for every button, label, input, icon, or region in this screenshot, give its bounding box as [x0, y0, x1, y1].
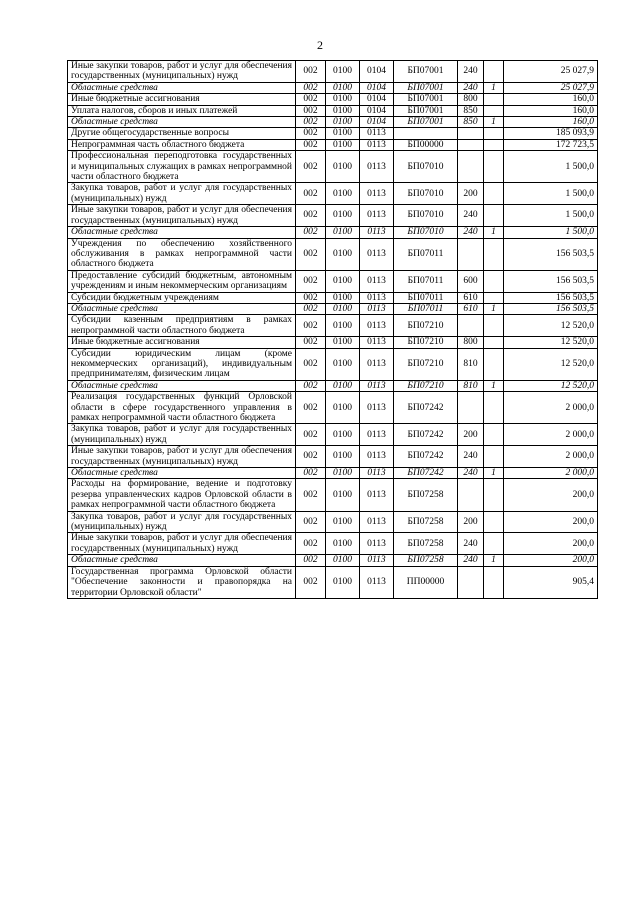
row-source: 1: [484, 468, 504, 479]
row-subsection: 0113: [360, 566, 394, 598]
row-grbs: 002: [296, 61, 326, 83]
row-subsection: 0104: [360, 94, 394, 105]
row-sum: 12 520,0: [504, 380, 598, 391]
row-source: 1: [484, 380, 504, 391]
row-target-article: БП07210: [394, 380, 458, 391]
row-target-article: БП07258: [394, 479, 458, 511]
row-source: 1: [484, 82, 504, 93]
row-grbs: 002: [296, 315, 326, 337]
row-expense-type: 240: [458, 533, 484, 555]
row-target-article: БП07258: [394, 533, 458, 555]
row-grbs: 002: [296, 117, 326, 128]
row-subsection: 0113: [360, 380, 394, 391]
row-expense-type: [458, 566, 484, 598]
row-name: Субсидии казенным предприятиям в рамках непрограммной части областного бюджета: [68, 315, 296, 337]
row-grbs: 002: [296, 533, 326, 555]
row-target-article: БП07011: [394, 292, 458, 303]
table-row: [68, 227, 598, 238]
row-name: Уплата налогов, сборов и иных платежей: [68, 105, 296, 116]
row-subsection: 0113: [360, 238, 394, 270]
row-source: [484, 315, 504, 337]
row-source: [484, 566, 504, 598]
row-grbs: 002: [296, 392, 326, 424]
row-grbs: 002: [296, 183, 326, 205]
row-section: 0100: [326, 337, 360, 348]
row-subsection: 0113: [360, 533, 394, 555]
row-sum: 200,0: [504, 533, 598, 555]
table-row: [68, 566, 598, 598]
row-name: Областные средства: [68, 303, 296, 314]
row-name: Областные средства: [68, 117, 296, 128]
row-name: Иные бюджетные ассигнования: [68, 337, 296, 348]
row-subsection: 0113: [360, 511, 394, 533]
table-row: [68, 139, 598, 150]
row-expense-type: 240: [458, 61, 484, 83]
row-source: [484, 392, 504, 424]
row-sum: 160,0: [504, 94, 598, 105]
row-name: Реализация государственных функций Орловской области в сфере государственного управления в рамках непрограммной части областного бюджета: [68, 392, 296, 424]
row-expense-type: 610: [458, 303, 484, 314]
row-sum: 12 520,0: [504, 337, 598, 348]
row-section: 0100: [326, 292, 360, 303]
row-expense-type: 850: [458, 105, 484, 116]
table-row: [68, 292, 598, 303]
table-row: [68, 128, 598, 139]
row-name: Областные средства: [68, 555, 296, 566]
table-row: [68, 380, 598, 391]
row-expense-type: [458, 315, 484, 337]
row-grbs: 002: [296, 348, 326, 380]
row-target-article: ПП00000: [394, 566, 458, 598]
row-sum: 905,4: [504, 566, 598, 598]
row-source: [484, 139, 504, 150]
row-subsection: 0113: [360, 128, 394, 139]
row-sum: 12 520,0: [504, 315, 598, 337]
row-subsection: 0104: [360, 117, 394, 128]
table-row: [68, 468, 598, 479]
row-grbs: 002: [296, 292, 326, 303]
row-grbs: 002: [296, 468, 326, 479]
table-row: [68, 117, 598, 128]
row-target-article: БП07011: [394, 270, 458, 292]
row-target-article: БП07001: [394, 94, 458, 105]
row-name: Закупка товаров, работ и услуг для государственных (муниципальных) нужд: [68, 183, 296, 205]
row-subsection: 0113: [360, 479, 394, 511]
row-source: [484, 511, 504, 533]
row-sum: 160,0: [504, 117, 598, 128]
row-expense-type: [458, 392, 484, 424]
row-target-article: БП07011: [394, 238, 458, 270]
row-sum: 172 723,5: [504, 139, 598, 150]
row-subsection: 0113: [360, 183, 394, 205]
row-expense-type: 240: [458, 205, 484, 227]
row-section: 0100: [326, 94, 360, 105]
row-section: 0100: [326, 61, 360, 83]
row-name: Областные средства: [68, 468, 296, 479]
row-grbs: 002: [296, 555, 326, 566]
row-sum: 2 000,0: [504, 424, 598, 446]
row-source: [484, 533, 504, 555]
row-grbs: 002: [296, 151, 326, 183]
row-sum: 156 503,5: [504, 292, 598, 303]
row-name: Закупка товаров, работ и услуг для государственных (муниципальных) нужд: [68, 511, 296, 533]
row-expense-type: 810: [458, 380, 484, 391]
row-expense-type: 200: [458, 424, 484, 446]
budget-table: [67, 60, 598, 599]
row-grbs: 002: [296, 337, 326, 348]
row-source: [484, 479, 504, 511]
table-row: [68, 348, 598, 380]
row-section: 0100: [326, 105, 360, 116]
row-name: Областные средства: [68, 82, 296, 93]
row-name: Областные средства: [68, 380, 296, 391]
row-target-article: БП07010: [394, 151, 458, 183]
table-row: [68, 303, 598, 314]
row-section: 0100: [326, 392, 360, 424]
row-grbs: 002: [296, 205, 326, 227]
row-subsection: 0113: [360, 392, 394, 424]
row-grbs: 002: [296, 270, 326, 292]
table-row: [68, 446, 598, 468]
row-subsection: 0113: [360, 227, 394, 238]
table-row: [68, 94, 598, 105]
row-grbs: 002: [296, 105, 326, 116]
row-sum: 25 027,9: [504, 82, 598, 93]
row-name: Субсидии юридическим лицам (кроме некоммерческих организаций), индивидуальным предпринимателям, физическим лицам: [68, 348, 296, 380]
row-subsection: 0113: [360, 424, 394, 446]
row-expense-type: 200: [458, 183, 484, 205]
row-name: Иные закупки товаров, работ и услуг для обеспечения государственных (муниципальных) нужд: [68, 533, 296, 555]
row-sum: 1 500,0: [504, 205, 598, 227]
row-section: 0100: [326, 511, 360, 533]
row-target-article: БП07242: [394, 392, 458, 424]
row-section: 0100: [326, 82, 360, 93]
row-target-article: БП07011: [394, 303, 458, 314]
table-row: [68, 61, 598, 83]
row-section: 0100: [326, 348, 360, 380]
row-grbs: 002: [296, 82, 326, 93]
row-subsection: 0113: [360, 555, 394, 566]
row-expense-type: [458, 128, 484, 139]
row-grbs: 002: [296, 424, 326, 446]
row-expense-type: 800: [458, 94, 484, 105]
row-section: 0100: [326, 566, 360, 598]
row-expense-type: 240: [458, 555, 484, 566]
row-target-article: БП07001: [394, 82, 458, 93]
row-section: 0100: [326, 468, 360, 479]
row-name: Закупка товаров, работ и услуг для государственных (муниципальных) нужд: [68, 424, 296, 446]
row-target-article: БП07210: [394, 315, 458, 337]
row-target-article: БП07010: [394, 183, 458, 205]
row-section: 0100: [326, 151, 360, 183]
row-source: [484, 270, 504, 292]
row-name: Иные закупки товаров, работ и услуг для обеспечения государственных (муниципальных) нужд: [68, 61, 296, 83]
row-subsection: 0104: [360, 105, 394, 116]
row-grbs: 002: [296, 139, 326, 150]
row-sum: 25 027,9: [504, 61, 598, 83]
row-target-article: БП07210: [394, 337, 458, 348]
row-name: Непрограммная часть областного бюджета: [68, 139, 296, 150]
row-expense-type: 800: [458, 337, 484, 348]
row-expense-type: 610: [458, 292, 484, 303]
row-source: [484, 446, 504, 468]
row-source: [484, 238, 504, 270]
row-source: [484, 292, 504, 303]
row-expense-type: [458, 151, 484, 183]
row-target-article: БП00000: [394, 139, 458, 150]
page-number: 2: [317, 38, 323, 52]
row-target-article: БП07010: [394, 227, 458, 238]
row-name: Расходы на формирование, ведение и подготовку резерва управленческих кадров Орловской области в рамках непрограммной части областного бюджета: [68, 479, 296, 511]
row-section: 0100: [326, 303, 360, 314]
row-sum: 2 000,0: [504, 468, 598, 479]
row-source: [484, 151, 504, 183]
row-source: [484, 337, 504, 348]
row-source: 1: [484, 303, 504, 314]
budget-table-body: [68, 61, 598, 599]
row-name: Государственная программа Орловской области "Обеспечение законности и правопорядка на территории Орловской области": [68, 566, 296, 598]
row-expense-type: [458, 238, 484, 270]
table-row: [68, 424, 598, 446]
row-expense-type: 240: [458, 446, 484, 468]
row-source: 1: [484, 555, 504, 566]
row-source: 1: [484, 227, 504, 238]
row-sum: 1 500,0: [504, 183, 598, 205]
row-name: Учреждения по обеспечению хозяйственного обслуживания в рамках непрограммной части областного бюджета: [68, 238, 296, 270]
table-row: [68, 533, 598, 555]
row-sum: 1 500,0: [504, 151, 598, 183]
row-section: 0100: [326, 533, 360, 555]
row-sum: 2 000,0: [504, 392, 598, 424]
row-expense-type: 600: [458, 270, 484, 292]
row-sum: 200,0: [504, 555, 598, 566]
table-row: [68, 270, 598, 292]
row-expense-type: 200: [458, 511, 484, 533]
row-subsection: 0113: [360, 348, 394, 380]
table-row: [68, 511, 598, 533]
row-sum: 200,0: [504, 511, 598, 533]
row-sum: 185 093,9: [504, 128, 598, 139]
row-section: 0100: [326, 183, 360, 205]
row-source: [484, 128, 504, 139]
row-grbs: 002: [296, 446, 326, 468]
row-section: 0100: [326, 227, 360, 238]
row-section: 0100: [326, 479, 360, 511]
row-subsection: 0104: [360, 82, 394, 93]
row-sum: 200,0: [504, 479, 598, 511]
table-row: [68, 105, 598, 116]
row-grbs: 002: [296, 128, 326, 139]
row-section: 0100: [326, 205, 360, 227]
row-source: [484, 205, 504, 227]
row-target-article: [394, 128, 458, 139]
row-section: 0100: [326, 555, 360, 566]
row-subsection: 0113: [360, 205, 394, 227]
row-expense-type: [458, 479, 484, 511]
row-section: 0100: [326, 380, 360, 391]
row-sum: 156 503,5: [504, 303, 598, 314]
row-name: Другие общегосударственные вопросы: [68, 128, 296, 139]
row-section: 0100: [326, 139, 360, 150]
row-subsection: 0113: [360, 292, 394, 303]
row-sum: 12 520,0: [504, 348, 598, 380]
row-source: [484, 424, 504, 446]
row-name: Иные закупки товаров, работ и услуг для обеспечения государственных (муниципальных) нужд: [68, 205, 296, 227]
row-subsection: 0113: [360, 303, 394, 314]
row-name: Иные закупки товаров, работ и услуг для обеспечения государственных (муниципальных) нужд: [68, 446, 296, 468]
row-grbs: 002: [296, 511, 326, 533]
row-subsection: 0113: [360, 151, 394, 183]
row-expense-type: 240: [458, 468, 484, 479]
row-target-article: БП07258: [394, 511, 458, 533]
row-expense-type: 240: [458, 227, 484, 238]
row-subsection: 0113: [360, 468, 394, 479]
row-sum: 156 503,5: [504, 238, 598, 270]
table-row: [68, 151, 598, 183]
row-grbs: 002: [296, 94, 326, 105]
row-section: 0100: [326, 238, 360, 270]
table-row: [68, 82, 598, 93]
row-source: 1: [484, 117, 504, 128]
row-section: 0100: [326, 446, 360, 468]
row-source: [484, 61, 504, 83]
row-name: Предоставление субсидий бюджетным, автономным учреждениям и иным некоммерческим организациям: [68, 270, 296, 292]
row-subsection: 0113: [360, 270, 394, 292]
row-grbs: 002: [296, 479, 326, 511]
table-row: [68, 337, 598, 348]
row-source: [484, 94, 504, 105]
row-subsection: 0113: [360, 446, 394, 468]
table-row: [68, 205, 598, 227]
row-source: [484, 183, 504, 205]
row-subsection: 0113: [360, 337, 394, 348]
table-row: [68, 183, 598, 205]
row-section: 0100: [326, 270, 360, 292]
row-subsection: 0113: [360, 139, 394, 150]
table-row: [68, 392, 598, 424]
row-section: 0100: [326, 315, 360, 337]
row-expense-type: 810: [458, 348, 484, 380]
row-target-article: БП07258: [394, 555, 458, 566]
row-section: 0100: [326, 117, 360, 128]
row-subsection: 0113: [360, 315, 394, 337]
row-source: [484, 348, 504, 380]
row-target-article: БП07242: [394, 446, 458, 468]
table-row: [68, 315, 598, 337]
row-grbs: 002: [296, 238, 326, 270]
row-sum: 160,0: [504, 105, 598, 116]
row-target-article: БП07242: [394, 424, 458, 446]
row-target-article: БП07001: [394, 117, 458, 128]
row-name: Областные средства: [68, 227, 296, 238]
row-section: 0100: [326, 128, 360, 139]
row-target-article: БП07001: [394, 61, 458, 83]
row-sum: 1 500,0: [504, 227, 598, 238]
row-expense-type: 240: [458, 82, 484, 93]
row-target-article: БП07010: [394, 205, 458, 227]
row-expense-type: [458, 139, 484, 150]
row-name: Иные бюджетные ассигнования: [68, 94, 296, 105]
row-target-article: БП07242: [394, 468, 458, 479]
row-grbs: 002: [296, 303, 326, 314]
row-source: [484, 105, 504, 116]
table-row: [68, 479, 598, 511]
row-sum: 2 000,0: [504, 446, 598, 468]
row-name: Субсидии бюджетным учреждениям: [68, 292, 296, 303]
table-row: [68, 238, 598, 270]
row-name: Профессиональная переподготовка государственных и муниципальных служащих в рамках непрограммной части областного бюджета: [68, 151, 296, 183]
row-grbs: 002: [296, 566, 326, 598]
row-target-article: БП07210: [394, 348, 458, 380]
row-grbs: 002: [296, 380, 326, 391]
row-subsection: 0104: [360, 61, 394, 83]
table-row: [68, 555, 598, 566]
row-expense-type: 850: [458, 117, 484, 128]
row-sum: 156 503,5: [504, 270, 598, 292]
row-section: 0100: [326, 424, 360, 446]
row-target-article: БП07001: [394, 105, 458, 116]
row-grbs: 002: [296, 227, 326, 238]
